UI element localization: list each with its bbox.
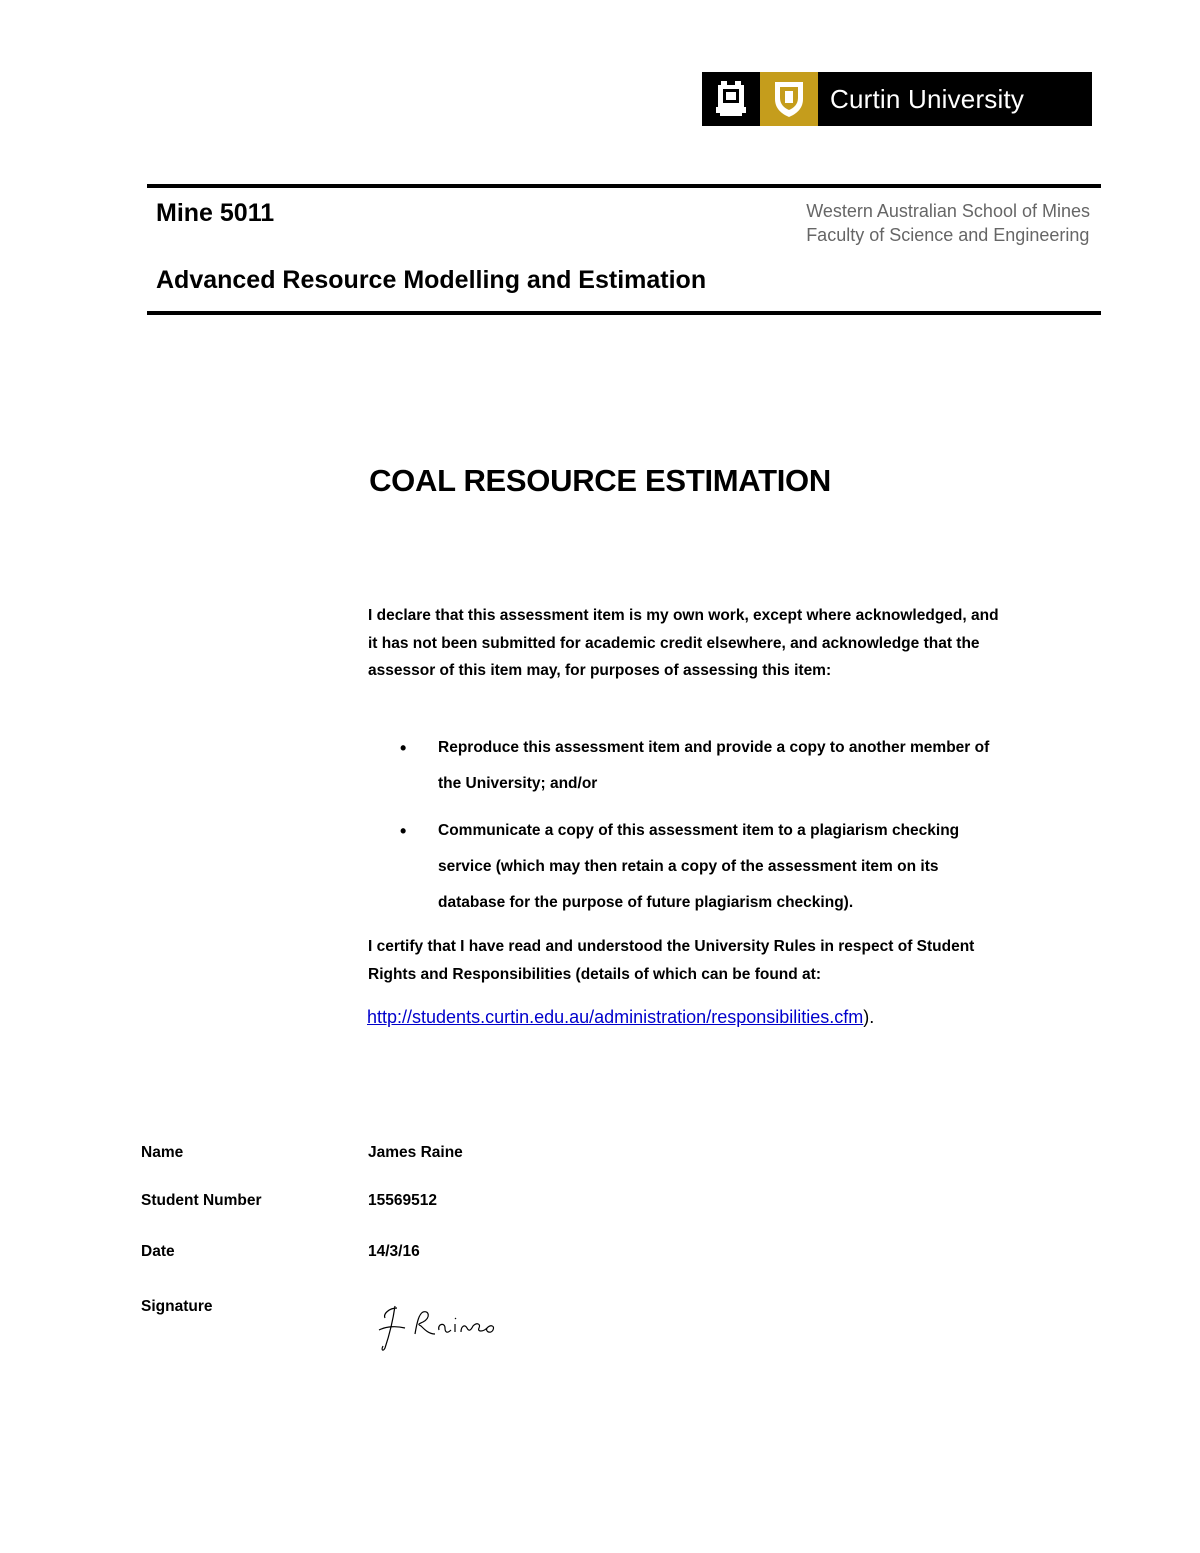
curtin-logo	[702, 72, 1092, 126]
header-rule-top	[147, 184, 1101, 188]
name-value: James Raine	[368, 1144, 463, 1161]
student-number-label: Student Number	[141, 1192, 262, 1209]
bullet-icon: •	[400, 821, 407, 841]
bullet-text: Communicate a copy of this assessment item to a plagiarism checking service (which may then retain a copy of the assessment item on its database for the purpose of future plagiarism checking).	[438, 822, 960, 911]
document-title: COAL RESOURCE ESTIMATION	[369, 463, 831, 498]
logo-text: Curtin University	[830, 83, 1025, 114]
course-code: Mine 5011	[156, 199, 275, 227]
faculty-name: Faculty of Science and Engineering	[806, 225, 1090, 245]
declaration-bullet-list	[400, 730, 1000, 932]
list-item	[400, 730, 1000, 802]
date-label: Date	[141, 1243, 175, 1260]
student-number-value: 15569512	[368, 1192, 437, 1209]
bullet-icon: •	[400, 738, 407, 758]
header-rule-bottom	[147, 311, 1101, 315]
signature-label: Signature	[141, 1298, 213, 1315]
declaration-text: I declare that this assessment item is my own work, except where acknowledged, and it has not been submitted for academic credit elsewhere, and acknowledge that the assessor of this item may, for purposes of assessing this item:	[368, 607, 999, 679]
link-line	[367, 1007, 874, 1028]
name-label: Name	[141, 1144, 184, 1161]
responsibilities-link[interactable]: http://students.curtin.edu.au/administration/responsibilities.cfm	[367, 1007, 864, 1027]
bullet-text: Reproduce this assessment item and provide a copy to another member of the University; and/or	[438, 739, 990, 792]
certify-text: I certify that I have read and understood the University Rules in respect of Student Rights and Responsibilities (details of which can be found at:	[368, 938, 975, 983]
course-title: Advanced Resource Modelling and Estimation	[156, 266, 707, 294]
school-name: Western Australian School of Mines	[806, 201, 1090, 221]
shield-icon	[760, 72, 818, 126]
school-info	[806, 199, 1090, 247]
link-suffix: ).	[863, 1007, 875, 1027]
crest-icon	[702, 72, 760, 126]
list-item	[400, 813, 1000, 921]
signature-image	[375, 1296, 535, 1356]
date-value: 14/3/16	[368, 1243, 420, 1260]
